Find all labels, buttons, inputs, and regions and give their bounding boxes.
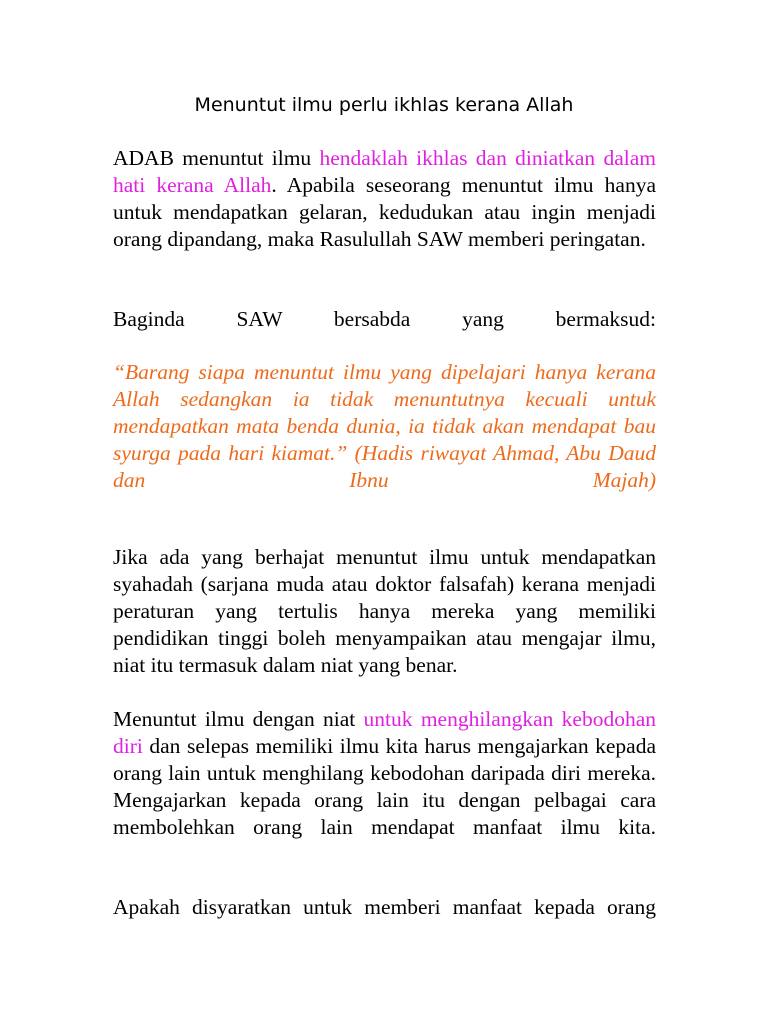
paragraph-niat-text-end: dan selepas memiliki ilmu kita harus mengajarkan kepada orang lain untuk menghilang kebodohan daripada diri mereka. Mengajarkan kepada orang lain itu dengan pelbagai cara membolehkan orang lain mendapat manfaat ilmu kita. <box>113 734 656 839</box>
paragraph-adab-text-start: ADAB menuntut ilmu <box>113 146 320 170</box>
paragraph-apakah: Apakah disyaratkan untuk memberi manfaat kepada orang <box>113 895 656 919</box>
paragraph-baginda: Baginda SAW bersabda yang bermaksud: <box>113 307 656 331</box>
paragraph-niat-text-start: Menuntut ilmu dengan niat <box>113 707 364 731</box>
paragraph-syahadah: Jika ada yang berhajat menuntut ilmu untuk mendapatkan syahadah (sarjana muda atau doktor falsafah) kerana menjadi peraturan yang tertulis hanya mereka yang memiliki pendidikan tinggi boleh menyampaikan atau mengajar ilmu, niat itu termasuk dalam niat yang benar. <box>113 545 656 677</box>
paragraph-menuntut-niat <box>113 706 656 841</box>
highlight-kebodohan: untuk menghilangkan kebodohan diri <box>113 707 656 758</box>
paragraph-adab-text-end: . Apabila seseorang menuntut ilmu hanya untuk mendapatkan gelaran, kedudukan atau ingin menjadi orang dipandang, maka Rasulullah SAW memberi peringatan. <box>113 173 656 251</box>
document-title: Menuntut ilmu perlu ikhlas kerana Allah <box>194 94 574 116</box>
paragraph-adab <box>113 145 656 253</box>
hadith-quote: “Barang siapa menuntut ilmu yang dipelajari hanya kerana Allah sedangkan ia tidak menuntutnya kecuali untuk mendapatkan mata benda dunia, ia tidak akan mendapat bau syurga pada hari kiamat.” (Hadis riwayat Ahmad, Abu Daud dan Ibnu Majah) <box>113 360 656 492</box>
highlight-ikhlas: hendaklah ikhlas dan diniatkan dalam hati kerana Allah <box>113 146 656 197</box>
